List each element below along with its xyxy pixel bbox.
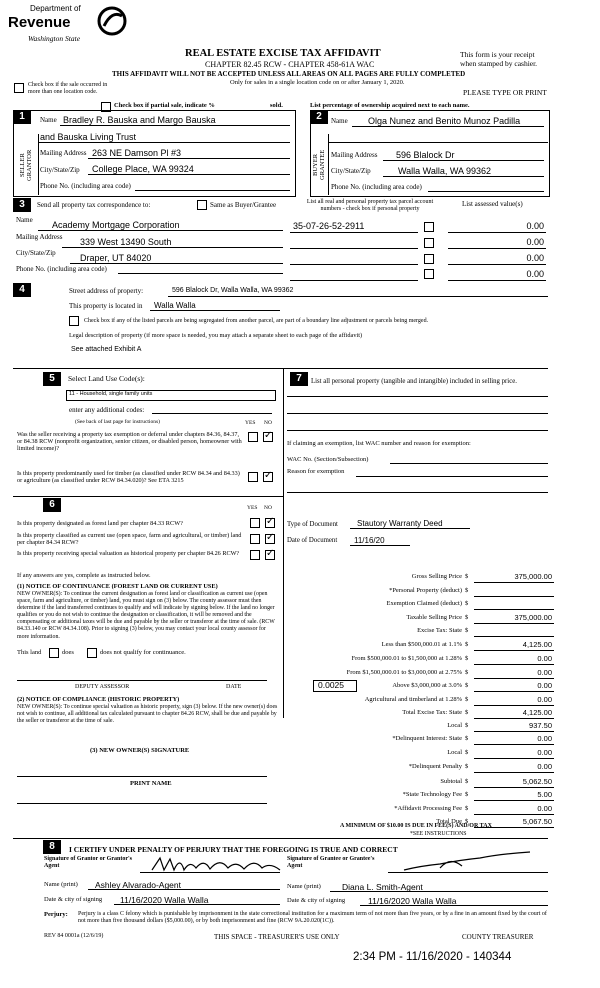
- tax-row-label: *Personal Property (deduct): [389, 587, 462, 594]
- tax-row-line: [474, 582, 554, 583]
- treasurer-space: THIS SPACE - TREASURER'S USE ONLY: [214, 933, 340, 941]
- tax-row-currency: $: [465, 735, 469, 742]
- deputy-date-label: DATE: [226, 684, 242, 690]
- print-name-label: PRINT NAME: [130, 780, 172, 787]
- if-any-label: If any answers are yes, complete as instructed below.: [17, 572, 151, 579]
- tax-row-line: [474, 664, 554, 665]
- grantee-agent-name: Diana L. Smith-Agent: [342, 882, 423, 892]
- grantee-city: Walla Walla, WA 99362: [398, 166, 492, 176]
- tax-row-currency: $: [465, 696, 469, 703]
- grantee-side-label: BUYER GRANTEE: [312, 149, 326, 181]
- minimum-due-note: A MINIMUM OF $10.00 IS DUE IN FEE(S) AND/OR TAX: [340, 823, 492, 829]
- corr-city-label: City/State/Zip: [16, 249, 56, 257]
- list-pct-label: List percentage of ownership acquired next to each name.: [310, 102, 470, 109]
- tax-row-label: Gross Selling Price: [411, 573, 462, 580]
- s6-q2-no-checkbox[interactable]: [265, 534, 275, 544]
- parcel-1-personal-checkbox[interactable]: [424, 222, 434, 232]
- tax-row-label: *Delinquent Interest: State: [392, 735, 462, 742]
- grantee-name-label: Name: [331, 117, 348, 125]
- tax-row-value: 0.00: [537, 681, 552, 690]
- tax-row-label: Total Due: [436, 818, 462, 825]
- grantor-city: College Place, WA 99324: [92, 164, 194, 174]
- land-use-code: 11 - Household, single family units: [69, 391, 153, 397]
- section-7-number: 7: [290, 372, 308, 386]
- grantee-date-city-label: Date & city of signing: [287, 897, 346, 904]
- street-label: Street address of property:: [69, 287, 144, 295]
- corr-address: 339 West 13490 South: [80, 237, 172, 247]
- tax-row-value: 4,125.00: [522, 708, 552, 717]
- tax-row-value: 5.00: [537, 790, 552, 799]
- assessed-2: 0.00: [526, 237, 544, 247]
- assessed-header: List assessed value(s): [462, 200, 523, 208]
- parcel-3-personal-checkbox[interactable]: [424, 254, 434, 264]
- perjury-label: Perjury:: [44, 911, 68, 918]
- s6-yes-label: YES: [247, 505, 258, 511]
- section-5-number: 5: [43, 372, 61, 386]
- tax-row-label: Total Excise Tax: State: [402, 709, 462, 716]
- segregated-checkbox[interactable]: [69, 316, 79, 326]
- type-or-print: PLEASE TYPE OR PRINT: [463, 88, 547, 97]
- grantor-date-city-label: Date & city of signing: [44, 896, 103, 903]
- tax-row-value: 937.50: [529, 721, 552, 730]
- see-back-label: (See back of last page for instructions): [75, 419, 160, 425]
- grantor-address: 263 NE Damson Pl #3: [92, 148, 182, 158]
- s6-q2-yes-checkbox[interactable]: [250, 534, 260, 544]
- notice1-body: NEW OWNER(S): To continue the current designation as forest land or classification as current use (open space, farm and agriculture, or timber) land, you must sign on (3) below. The county assessor must then determine if the land transferred continues to qualify and will indicate by signing below. If the land no longer qualifies or you do not wish to continue the designation or classification, it will be removed and the compensating or additional taxes will be due and payable by the seller or transferor at the time of sale. (RCW 84.33.140 or RCW 84.34.108). Prior to signing (3) below, you may contact your local county assessor for more information.: [17, 591, 275, 640]
- grantee-sig-label: Signature of Grantee or Grantee's Agent: [287, 856, 375, 869]
- tax-row-label: *Delinquent Penalty: [408, 763, 462, 770]
- corr-phone-label: Phone No. (including area code): [16, 265, 107, 273]
- notice2-body: NEW OWNER(S): To continue special valuation as historic property, sign (3) below. If the new owner(s) does not wish to continue, all additional tax calculated pursuant to chapter 84.26 RCW, shall be due and payable by the seller or transferor at the time of sale.: [17, 704, 278, 724]
- notice2-title: (2) NOTICE OF COMPLIANCE (HISTORIC PROPERTY): [17, 696, 180, 703]
- s6-q1-no-checkbox[interactable]: [265, 518, 275, 528]
- grantor-signature: [150, 854, 290, 876]
- tax-row-line: [474, 691, 554, 692]
- tax-row-line: [474, 623, 554, 624]
- grantee-phone-label: Phone No. (including area code): [331, 183, 422, 191]
- s5-yes-label: YES: [245, 420, 256, 426]
- section-4-number: 4: [13, 283, 31, 297]
- grantor-date-city: 11/16/2020 Walla Walla: [120, 895, 209, 905]
- tax-row-label: From $1,500,000.01 to $3,000,000 at 2.75%: [346, 669, 462, 676]
- tax-row-line: [474, 609, 554, 610]
- tax-row-label: Taxable Selling Price: [406, 614, 462, 621]
- multi-location-checkbox[interactable]: [14, 83, 24, 93]
- s6-q1-yes-checkbox[interactable]: [250, 518, 260, 528]
- perjury-text: Perjury is a class C felony which is punishable by imprisonment in the state correctional institution for a maximum term of not more than five years, or by a fine in an amount fixed by the court of not more than five thousand dollars ($5,000.00), or by both imprisonment and fine (RCW 9A.20.020(1C)).: [78, 911, 547, 924]
- legal-value: See attached Exhibit A: [71, 346, 142, 353]
- tax-row-currency: $: [465, 682, 469, 689]
- form-chapter: CHAPTER 82.45 RCW - CHAPTER 458-61A WAC: [205, 60, 375, 69]
- grantee-address: 596 Blalock Dr: [396, 150, 455, 160]
- s5-q2-no-checkbox[interactable]: [263, 472, 273, 482]
- doc-date: 11/16/20: [354, 536, 385, 545]
- wac-label: WAC No. (Section/Subsection): [287, 456, 369, 463]
- land-use-label: Select Land Use Code(s):: [68, 374, 145, 383]
- grantor-name-print-label: Name (print): [44, 881, 78, 888]
- tax-row-currency: $: [465, 763, 469, 770]
- tax-row-line: [474, 636, 554, 637]
- enter-any-label: enter any additional codes:: [69, 406, 145, 414]
- see-instructions-note: *SEE INSTRUCTIONS: [410, 831, 467, 837]
- new-owner-signature-label: (3) NEW OWNER(S) SIGNATURE: [90, 747, 190, 754]
- street-value: 596 Blalock Dr, Walla Walla, WA 99362: [172, 287, 294, 294]
- tax-row-currency: $: [465, 600, 469, 607]
- dor-logo: [8, 4, 128, 48]
- sold-label: sold.: [270, 102, 283, 109]
- tax-row-currency: $: [465, 778, 469, 785]
- tax-row-value: 0.00: [537, 804, 552, 813]
- assessed-1: 0.00: [526, 221, 544, 231]
- tax-row-value: 5,067.50: [522, 817, 552, 826]
- multi-location-label: Check box if the sale occurred in more than one location code.: [28, 82, 108, 95]
- s6-q2: Is this property classified as current use (open space, farm and agricultural, or timber) land per chapter 84.34 RCW?: [17, 532, 242, 546]
- this-land-label: This land: [17, 649, 42, 656]
- s5-q1: Was the seller receiving a property tax exemption or deferral under chapters 84.36, 84.37, or 84.38 RCW (nonprofit organization, senior citizen, or disabled person, homeowner with limited income)?: [17, 431, 242, 453]
- county-treasurer: COUNTY TREASURER: [462, 933, 534, 941]
- same-as-grantee-checkbox[interactable]: [197, 200, 207, 210]
- s5-q2-yes-checkbox[interactable]: [248, 472, 258, 482]
- tax-row-currency: $: [465, 655, 469, 662]
- doc-date-label: Date of Document: [287, 537, 338, 544]
- recording-stamp: 2:34 PM - 11/16/2020 - 140344: [353, 951, 512, 963]
- grantee-date-city: 11/16/2020 Walla Walla: [368, 896, 457, 906]
- receipt-note: This form is your receipt when stamped by cashier.: [460, 50, 538, 68]
- tax-row-value: 375,000.00: [514, 613, 552, 622]
- tax-row-currency: $: [465, 573, 469, 580]
- form-revision: REV 84 0001a (12/6/19): [44, 933, 104, 939]
- grantor-name-label: Name: [40, 116, 57, 124]
- s6-q1: Is this property designated as forest land per chapter 84.33 RCW?: [17, 520, 183, 527]
- tax-row-line: [474, 705, 554, 706]
- assessed-3: 0.00: [526, 253, 544, 263]
- grantor-sig-label: Signature of Grantor or Grantor's Agent: [44, 856, 132, 869]
- section-3-label: Send all property tax correspondence to:: [37, 201, 151, 209]
- tax-row-line: [474, 731, 554, 732]
- parcel-header: List all real and personal property tax parcel account numbers - check box if personal property: [306, 199, 434, 212]
- dept-line3: Washington State: [28, 34, 81, 43]
- tax-row-currency: $: [465, 722, 469, 729]
- tax-row-currency: $: [465, 818, 469, 825]
- grantee-name-print-label: Name (print): [287, 883, 321, 890]
- tax-row-line: [474, 650, 554, 651]
- tax-row-currency: $: [465, 669, 469, 676]
- tax-row-line: [474, 787, 554, 788]
- certify-statement: I CERTIFY UNDER PENALTY OF PERJURY THAT THE FOREGOING IS TRUE AND CORRECT: [69, 845, 398, 854]
- tax-row-currency: $: [465, 749, 469, 756]
- tax-row-value: 5,062.50: [522, 777, 552, 786]
- tax-row-currency: $: [465, 627, 469, 634]
- tax-row-label: Agricultural and timberland at 1.28%: [364, 696, 462, 703]
- tax-row-line: [474, 814, 554, 815]
- corr-name: Academy Mortgage Corporation: [52, 220, 180, 230]
- local-rate: 0.0025: [318, 680, 344, 690]
- corr-name-label: Name: [16, 216, 33, 224]
- parcel-4-personal-checkbox[interactable]: [424, 269, 434, 279]
- s6-q3: Is this property receiving special valuation as historical property per chapter 84.26 RCW?: [17, 550, 240, 557]
- doc-type-label: Type of Document: [287, 521, 338, 528]
- dept-line2: Revenue: [8, 14, 71, 31]
- grantor-city-label: City/State/Zip: [40, 166, 80, 174]
- tax-row-value: 0.00: [537, 748, 552, 757]
- section-6-number: 6: [43, 498, 61, 512]
- doc-type: Stautory Warranty Deed: [357, 519, 443, 528]
- tax-row-currency: $: [465, 587, 469, 594]
- tax-row-line: [474, 678, 554, 679]
- tax-row-value: 4,125.00: [522, 640, 552, 649]
- tax-row-label: Less than $500,000.01 at 1.1%: [381, 641, 462, 648]
- land-does-not-checkbox[interactable]: [87, 648, 97, 658]
- tax-row-line: [474, 800, 554, 801]
- dept-line1: Department of: [30, 4, 81, 13]
- grantee-signature: [400, 850, 540, 874]
- tax-row-label: Subtotal: [440, 778, 462, 785]
- tax-row-currency: $: [465, 614, 469, 621]
- section-1-number: 1: [13, 110, 31, 124]
- grantee-name: Olga Nunez and Benito Munoz Padilla: [368, 116, 521, 126]
- grantor-name-2: and Bauska Living Trust: [40, 132, 137, 142]
- tax-row-value: 0.00: [537, 695, 552, 704]
- notice1-title: (1) NOTICE OF CONTINUANCE (FOREST LAND OR CURRENT USE): [17, 583, 218, 590]
- exemption-label: If claiming an exemption, list WAC number and reason for exemption:: [287, 440, 471, 447]
- tax-row-value: 375,000.00: [514, 572, 552, 581]
- tax-row-label: Exemption Claimed (deduct): [386, 600, 462, 607]
- s5-no-label: NO: [264, 420, 272, 426]
- corr-address-label: Mailing Address: [16, 233, 63, 241]
- form-warning: THIS AFFIDAVIT WILL NOT BE ACCEPTED UNLESS ALL AREAS ON ALL PAGES ARE FULLY COMPLETED: [112, 70, 466, 78]
- tax-row-value: 0.00: [537, 654, 552, 663]
- s6-q3-yes-checkbox[interactable]: [250, 550, 260, 560]
- grantor-agent-name: Ashley Alvarado-Agent: [95, 880, 181, 890]
- deputy-assessor-label: DEPUTY ASSESSOR: [75, 684, 130, 690]
- tax-row-line: [474, 758, 554, 759]
- grantor-side-label: SELLER GRANTOR: [19, 149, 33, 181]
- grantor-phone-label: Phone No. (including area code): [40, 182, 131, 190]
- assessed-4: 0.00: [526, 269, 544, 279]
- tax-row-line: [474, 718, 554, 719]
- s5-q1-no-checkbox[interactable]: [263, 432, 273, 442]
- located-value: Walla Walla: [154, 301, 196, 310]
- located-label: This property is located in: [69, 302, 143, 310]
- partial-sale-label: Check box if partial sale, indicate %: [114, 102, 215, 109]
- corr-city: Draper, UT 84020: [80, 253, 152, 263]
- tax-row-value: 0.00: [537, 734, 552, 743]
- tax-row-value: 0.00: [537, 668, 552, 677]
- tax-row-label: Excise Tax: State: [417, 627, 462, 634]
- parcel-2-personal-checkbox[interactable]: [424, 238, 434, 248]
- tax-row-line: [474, 772, 554, 773]
- tax-row-label: *State Technology Fee: [402, 791, 462, 798]
- grantor-address-label: Mailing Address: [40, 149, 87, 157]
- s6-q3-no-checkbox[interactable]: [265, 550, 275, 560]
- s6-no-label: NO: [264, 505, 272, 511]
- grantee-city-label: City/State/Zip: [331, 167, 371, 175]
- tax-row-label: *Affidavit Processing Fee: [394, 805, 462, 812]
- section-8-number: 8: [43, 840, 61, 854]
- tax-row-value: 0.00: [537, 762, 552, 771]
- tax-row-label: Local: [447, 749, 462, 756]
- land-does-label: does: [62, 649, 74, 656]
- land-does-not-label: does not qualify for continuance.: [100, 649, 186, 656]
- form-only-for-sales: Only for sales in a single location code on or after January 1, 2020.: [230, 79, 405, 86]
- section-3-number: 3: [13, 198, 31, 212]
- tax-row-currency: $: [465, 709, 469, 716]
- tax-row-currency: $: [465, 641, 469, 648]
- s5-q1-yes-checkbox[interactable]: [248, 432, 258, 442]
- segregated-label: Check box if any of the listed parcels are being segregated from another parcel, are part of a boundary line adjustment or parcels being merged.: [84, 318, 429, 324]
- tax-row-currency: $: [465, 805, 469, 812]
- reason-label: Reason for exemption: [287, 468, 345, 475]
- tax-row-line: [474, 744, 554, 745]
- tax-row-label: From $500,000.01 to $1,500,000 at 1.28%: [351, 655, 462, 662]
- same-as-grantee-label: Same as Buyer/Grantee: [210, 201, 277, 209]
- tax-row-label: Local: [447, 722, 462, 729]
- parcel-1: 35-07-26-52-2911: [293, 221, 365, 231]
- revenue-swoosh-icon: [96, 6, 128, 36]
- grantee-address-label: Mailing Address: [331, 151, 378, 159]
- form-title: REAL ESTATE EXCISE TAX AFFIDAVIT: [185, 48, 381, 59]
- tax-row-line: [474, 596, 554, 597]
- personal-property-label: List all personal property (tangible and intangible) included in selling price.: [311, 378, 517, 385]
- s5-q2: Is this property predominantly used for timber (as classified under RCW 84.34 and 84.33) or agriculture (as classified under RCW 84.34.020)? See ETA 3215: [17, 470, 240, 484]
- legal-label: Legal description of property (if more space is needed, you may attach a separate sheet to each page of the affidavit): [69, 332, 363, 339]
- land-does-checkbox[interactable]: [49, 648, 59, 658]
- tax-row-label: Above $3,000,000 at 3.0%: [392, 682, 462, 689]
- tax-row-currency: $: [465, 791, 469, 798]
- section-2-number: 2: [310, 110, 328, 124]
- grantor-name: Bradley R. Bauska and Margo Bauska: [63, 115, 216, 125]
